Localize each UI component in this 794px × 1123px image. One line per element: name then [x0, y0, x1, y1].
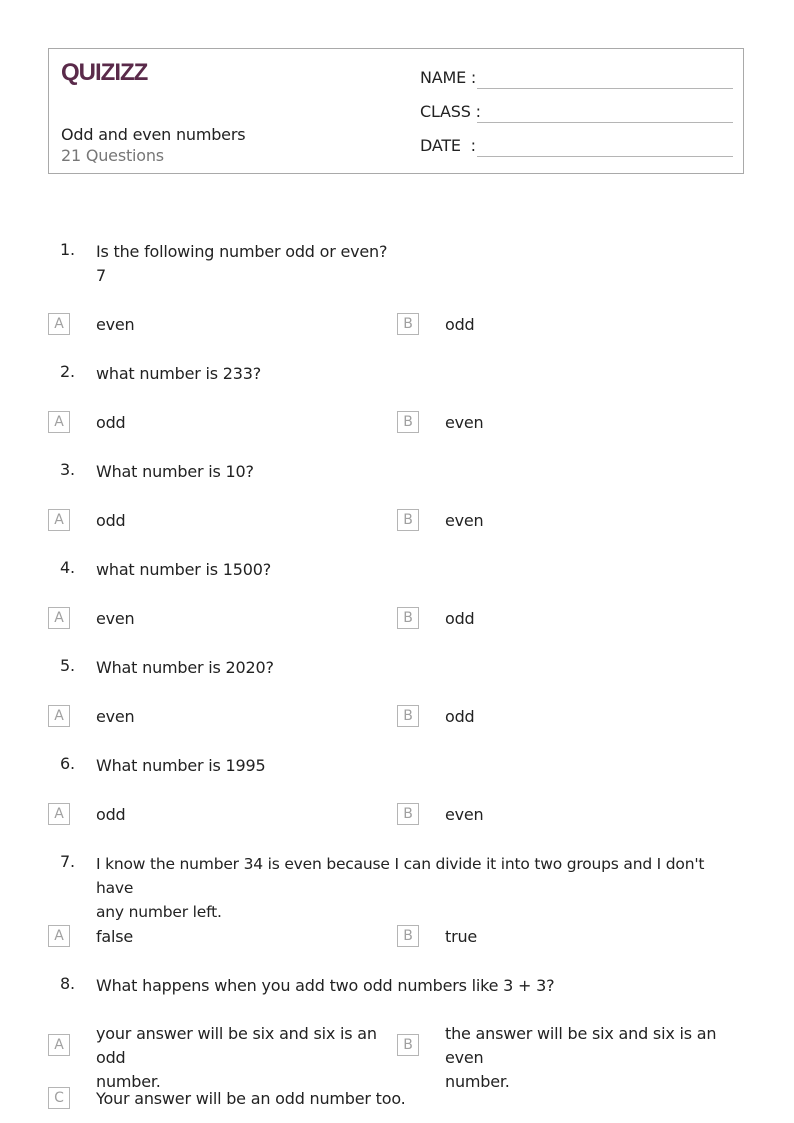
- date-label: DATE :: [420, 136, 476, 155]
- option-letter-box[interactable]: B: [397, 313, 419, 335]
- question-line: any number left.: [96, 903, 222, 921]
- option-text: odd: [445, 315, 475, 334]
- worksheet-header: [48, 48, 744, 174]
- option-letter-box[interactable]: A: [48, 925, 70, 947]
- question-number: 8.: [60, 974, 75, 993]
- question-text: What number is 2020?: [96, 658, 274, 677]
- question-text: What happens when you add two odd numbers like 3 + 3?: [96, 976, 555, 995]
- quizizz-logo: [61, 58, 161, 88]
- option-letter-box[interactable]: A: [48, 509, 70, 531]
- question-text: What number is 10?: [96, 462, 254, 481]
- option-text: even: [96, 315, 135, 334]
- option-text: odd: [96, 805, 126, 824]
- question-number: 5.: [60, 656, 75, 675]
- option-text: odd: [96, 511, 126, 530]
- option-letter-box[interactable]: B: [397, 411, 419, 433]
- class-field[interactable]: [477, 122, 733, 123]
- question-number: 3.: [60, 460, 75, 479]
- name-field[interactable]: [477, 88, 733, 89]
- option-letter-box[interactable]: A: [48, 411, 70, 433]
- name-label: NAME :: [420, 68, 477, 87]
- option-letter-box[interactable]: B: [397, 509, 419, 531]
- option-letter-box[interactable]: B: [397, 607, 419, 629]
- option-letter-box[interactable]: A: [48, 313, 70, 335]
- question-count: 21 Questions: [61, 146, 164, 165]
- option-text: true: [445, 927, 478, 946]
- option-line: number.: [445, 1072, 510, 1091]
- option-text: odd: [96, 413, 126, 432]
- question-number: 2.: [60, 362, 75, 381]
- option-text: even: [96, 707, 135, 726]
- question-line: 7: [96, 266, 106, 285]
- option-letter-box[interactable]: A: [48, 705, 70, 727]
- date-field[interactable]: [477, 156, 733, 157]
- option-text: even: [445, 413, 484, 432]
- option-letter-box[interactable]: B: [397, 705, 419, 727]
- option-letter-box[interactable]: B: [397, 925, 419, 947]
- question-text: [96, 240, 736, 288]
- option-text: [96, 1022, 396, 1094]
- question-text: What number is 1995: [96, 756, 266, 775]
- option-letter-box[interactable]: A: [48, 1034, 70, 1056]
- option-text: Your answer will be an odd number too.: [96, 1089, 406, 1108]
- question-line: I know the number 34 is even because I can divide it into two groups and I don't have: [96, 855, 705, 897]
- option-text: even: [96, 609, 135, 628]
- option-letter-box[interactable]: B: [397, 1034, 419, 1056]
- question-line: Is the following number odd or even?: [96, 242, 388, 261]
- option-letter-box[interactable]: B: [397, 803, 419, 825]
- option-line: number.: [96, 1072, 161, 1091]
- option-line: your answer will be six and six is an odd: [96, 1024, 377, 1067]
- option-text: odd: [445, 707, 475, 726]
- question-number: 7.: [60, 852, 75, 871]
- option-text: [445, 1022, 745, 1094]
- option-letter-box[interactable]: A: [48, 607, 70, 629]
- question-number: 6.: [60, 754, 75, 773]
- option-text: odd: [445, 609, 475, 628]
- question-number: 1.: [60, 240, 75, 259]
- option-letter-box[interactable]: C: [48, 1087, 70, 1109]
- option-line: the answer will be six and six is an even: [445, 1024, 717, 1067]
- option-text: false: [96, 927, 134, 946]
- class-label: CLASS :: [420, 102, 481, 121]
- option-letter-box[interactable]: A: [48, 803, 70, 825]
- question-number: 4.: [60, 558, 75, 577]
- question-text: what number is 1500?: [96, 560, 272, 579]
- option-text: even: [445, 805, 484, 824]
- option-text: even: [445, 511, 484, 530]
- svg-text:QUIZIZZ: QUIZIZZ: [61, 59, 148, 86]
- question-text: [96, 852, 736, 924]
- worksheet-title: Odd and even numbers: [61, 125, 246, 144]
- question-text: what number is 233?: [96, 364, 262, 383]
